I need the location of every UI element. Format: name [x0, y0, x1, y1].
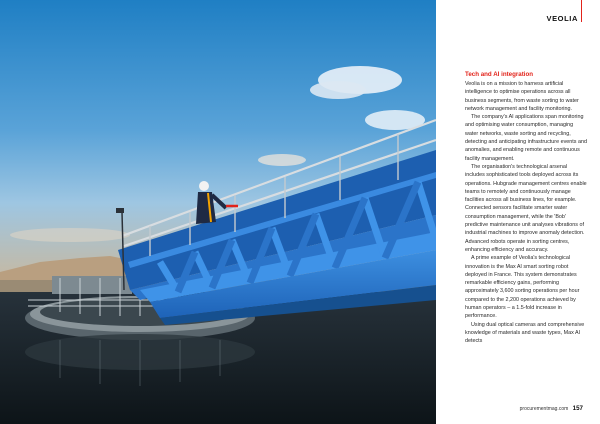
- article-paragraph-2: The company's AI applications span monitoring and optimising water consumption, managing water networks, waste sorting and recycling, detecting and anticipating infrastructure events and anomalies, and enabling remote and continuous facility management.: [465, 114, 587, 162]
- article-paragraph-4: A prime example of Veolia's technological innovation is the Max AI smart sorting robot deployed in France. This system demonstrates remarkable efficiency gains, performing approximately 3,600 sorting operations per hour compared to the 2,200 operations achieved by human operators – a 1.5-fold increase in performance.: [465, 255, 580, 320]
- article-column: [465, 71, 587, 346]
- article-paragraph-1: Veolia is on a mission to harness artificial intelligence to optimise operations across all business segments, from waste sorting to water network management and facility monitoring.: [465, 81, 579, 112]
- article-paragraph-3: The organisation's technological arsenal includes sophisticated tools deployed across its operations. Hubgrade management centres enable teams to remotely and continuously manage facilities across all business lines, for example. Connected sensors facilitate smarter water consumption management, while the 'Bob' predictive maintenance unit analyses vibrations of industrial machines to improve anomaly detection. Advanced robots operate in sorting centres, enhancing efficiency and accuracy.: [465, 163, 587, 253]
- section-heading: Tech and AI integration: [465, 71, 534, 78]
- page-footer: [520, 405, 583, 412]
- site-link[interactable]: procurementmag.com: [519, 406, 569, 412]
- article-paragraph-5: Using dual optical cameras and comprehensive knowledge of materials and waste types, Max AI detects: [465, 321, 585, 345]
- page-number: 157: [572, 405, 583, 412]
- brand-label: VEOLIA: [546, 14, 578, 23]
- brand-accent-rule: [581, 0, 583, 22]
